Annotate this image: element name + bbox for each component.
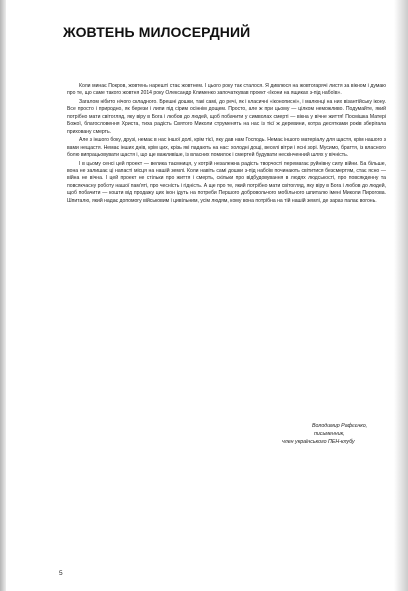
paragraph-2: Загалом нібито нічого складного. Брешні дошки, такі самі, до речі, як і класичні «іконописні», і малюнці на них візантійську ікону. Все просто і природно, як берези і липи під сірим осіннім дощем. Просто, але ж при цьому — цілком неможливо. Подумайте, який потрібно мати світогляд, яку віру в Бога і любов до людей, щоб побачити у символах смерті — вікна у вічне життя! Посмішка Матері Божої, благословення Христа, тиха радість Святого Миколи струменять на нас із тієї ж деревини, котра десятками років зберігала приховану смерть. xyxy=(67,99,386,135)
paragraph-3: Але з іншого боку, друзі, немає в нас іншої долі, крім тієї, яку дав нам Господь. Немає іншого матеріалу для щастя, крім нашого з вами нещастя. Немає інших днів, крім цих, крізь які падають на нас: холодні дощі, веселі вітри і ясні зорі. Мусимо, браття, із власного болю випрацьовувати щастя і, що ще важливіше, із власних помилок і смертей будувати нескінченний шлях у вічність. xyxy=(67,137,386,159)
paragraph-4: І в цьому сенсі цей проект — велика таємниця, у котрій незалежна радість творчості перемагає руйнівну силу війни. Ба більше, вона не залишає ці напасті місця на нашій землі. Коли навіть самі дошки з-під набоїв починають світитися безсмертям, стає ясно — війна не вічна. І цей проект не стільки про життя і смерть, скільки про відбудовування в людях людськості, про повсякденну та повсякчасну роботу нашої пам'яті, про чесність і гідність. А ще про те, який потрібно мати світогляд, яку віру в Бога і любов до людей, щоб побачити — кошти від продажу цих ікон ідуть на потреби Першого добровольчого мобільного шпиталю імені Миколи Пирогова. Шпиталю, який надає допомогу військовим і цивільним, усім людям, кому вона потрібна на тій нашій землі, де зараз палає вогонь. xyxy=(67,160,386,204)
author-signature xyxy=(268,422,398,446)
page-edge-shadow xyxy=(394,0,408,591)
author-organization: член українського ПЕН-клубу xyxy=(282,439,355,445)
page-title: ЖОВТЕНЬ МИЛОСЕРДНИЙ xyxy=(63,24,251,40)
author-name: Володимир Рафєєнко, xyxy=(312,423,368,429)
page-number: 5 xyxy=(59,570,63,577)
author-role: письменник, xyxy=(314,431,345,437)
body-text xyxy=(67,83,386,206)
paragraph-1: Коли минає Покров, жовтень нарешті стає жовтнем. І цього року так сталося. Я дивлюся на жовтогарячі листя за вікном і думаю про те, що саме такого жовтня 2014 року Олександр Клименко започаткував проект «Ікони на ящиках з-під набоїв». xyxy=(67,83,386,97)
page-left-edge xyxy=(0,0,6,591)
